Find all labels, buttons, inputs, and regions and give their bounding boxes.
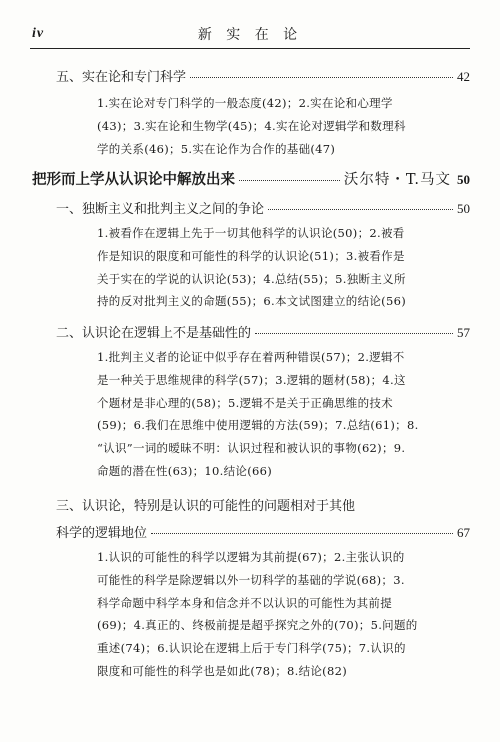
toc-entry-continuation [56,522,470,541]
subtopic-line: 1.实在论对专门科学的一般态度(42)；2.实在论和心理学 [97,96,393,110]
subtopic-line: 个题材是非心理的(58)；5.逻辑不是关于正确思维的技术 [97,395,393,410]
toc-subtopics [97,92,467,160]
toc-entry [56,322,470,341]
dot-leader [268,209,453,210]
toc-entry-label: 科学的逻辑地位 [56,526,148,541]
toc-page-number: 67 [457,525,470,540]
subtopic-line: 1.认识的可能性的科学以逻辑为其前提(67)；2.主张认识的 [97,550,405,564]
subtopic-line: 重述(74)；6.认识论在逻辑上后于专门科学(75)；7.认识的 [97,641,406,656]
toc-subtopics [97,222,467,313]
subtopic-line: “认识”一词的暧昧不明：认识过程和被认识的事物(62)；9. [97,441,406,456]
toc-page-number: 50 [457,172,470,187]
subtopic-line: (59)；6.我们在思维中使用逻辑的方法(59)；7.总结(61)；8. [97,418,419,433]
toc-subtopics [97,546,467,683]
subtopic-line: (69)；4.真正的、终极前提是超乎探究之外的(70)；5.问题的 [97,618,418,633]
toc-page-number: 57 [457,325,470,340]
dot-leader [190,77,453,78]
chapter-author: 沃尔特・T.马文 [343,172,451,188]
subtopic-line: (43)；3.实在论和生物学(45)；4.实在论对逻辑学和数理科 [97,118,406,133]
subtopic-line: 可能性的科学是除逻辑以外一切科学的基础的学说(68)；3. [97,572,405,587]
subtopic-line: 学的关系(46)；5.实在论作为合作的基础(47) [97,141,336,156]
subtopic-line: 命题的潜在性(63)；10.结论(66) [97,463,273,478]
subtopic-line: 关于实在的学说的认识论(53)；4.总结(55)；5.独断主义所 [97,271,406,286]
toc-subtopics [97,346,467,483]
dot-leader [239,180,340,181]
running-title: 新 实 在 论 [197,27,303,43]
subtopic-line: 作是知识的限度和可能性的科学的认识论(51)；3.被看作是 [97,248,405,263]
toc-page-number: 50 [457,201,470,216]
toc-entry-label: 三、认识论，特别是认识的可能性的问题相对于其他 [56,499,356,514]
toc-entry-label: 五、实在论和专门科学 [56,70,187,85]
toc-entry-label: 一、独断主义和批判主义之间的争论 [56,202,265,217]
running-header [30,18,470,49]
chapter-title: 把形而上学从认识论中解放出来 [32,171,235,188]
subtopic-line: 限度和可能性的科学也是如此(78)；8.结论(82) [97,663,347,678]
toc-entry [56,198,470,217]
subtopic-line: 是一种关于思维规律的科学(57)；3.逻辑的题材(58)；4.这 [97,372,406,387]
toc-page-number: 42 [457,69,470,84]
toc-entry [56,66,470,85]
subtopic-line: 科学命题中科学本身和信念并不以认识的可能性为其前提 [97,595,392,610]
page-folio: iv [32,26,45,41]
toc-entry [56,495,355,514]
toc-chapter-entry [32,168,470,189]
dot-leader [255,333,453,334]
dot-leader [151,533,453,534]
subtopic-line: 1.批判主义者的论证中似乎存在着两种错误(57)；2.逻辑不 [97,350,405,364]
toc-entry-label: 二、认识论在逻辑上不是基础性的 [56,326,252,341]
subtopic-line: 1.被看作在逻辑上先于一切其他科学的认识论(50)；2.被看 [97,226,405,240]
subtopic-line: 持的反对批判主义的命题(55)；6.本文试图建立的结论(56) [97,294,406,309]
